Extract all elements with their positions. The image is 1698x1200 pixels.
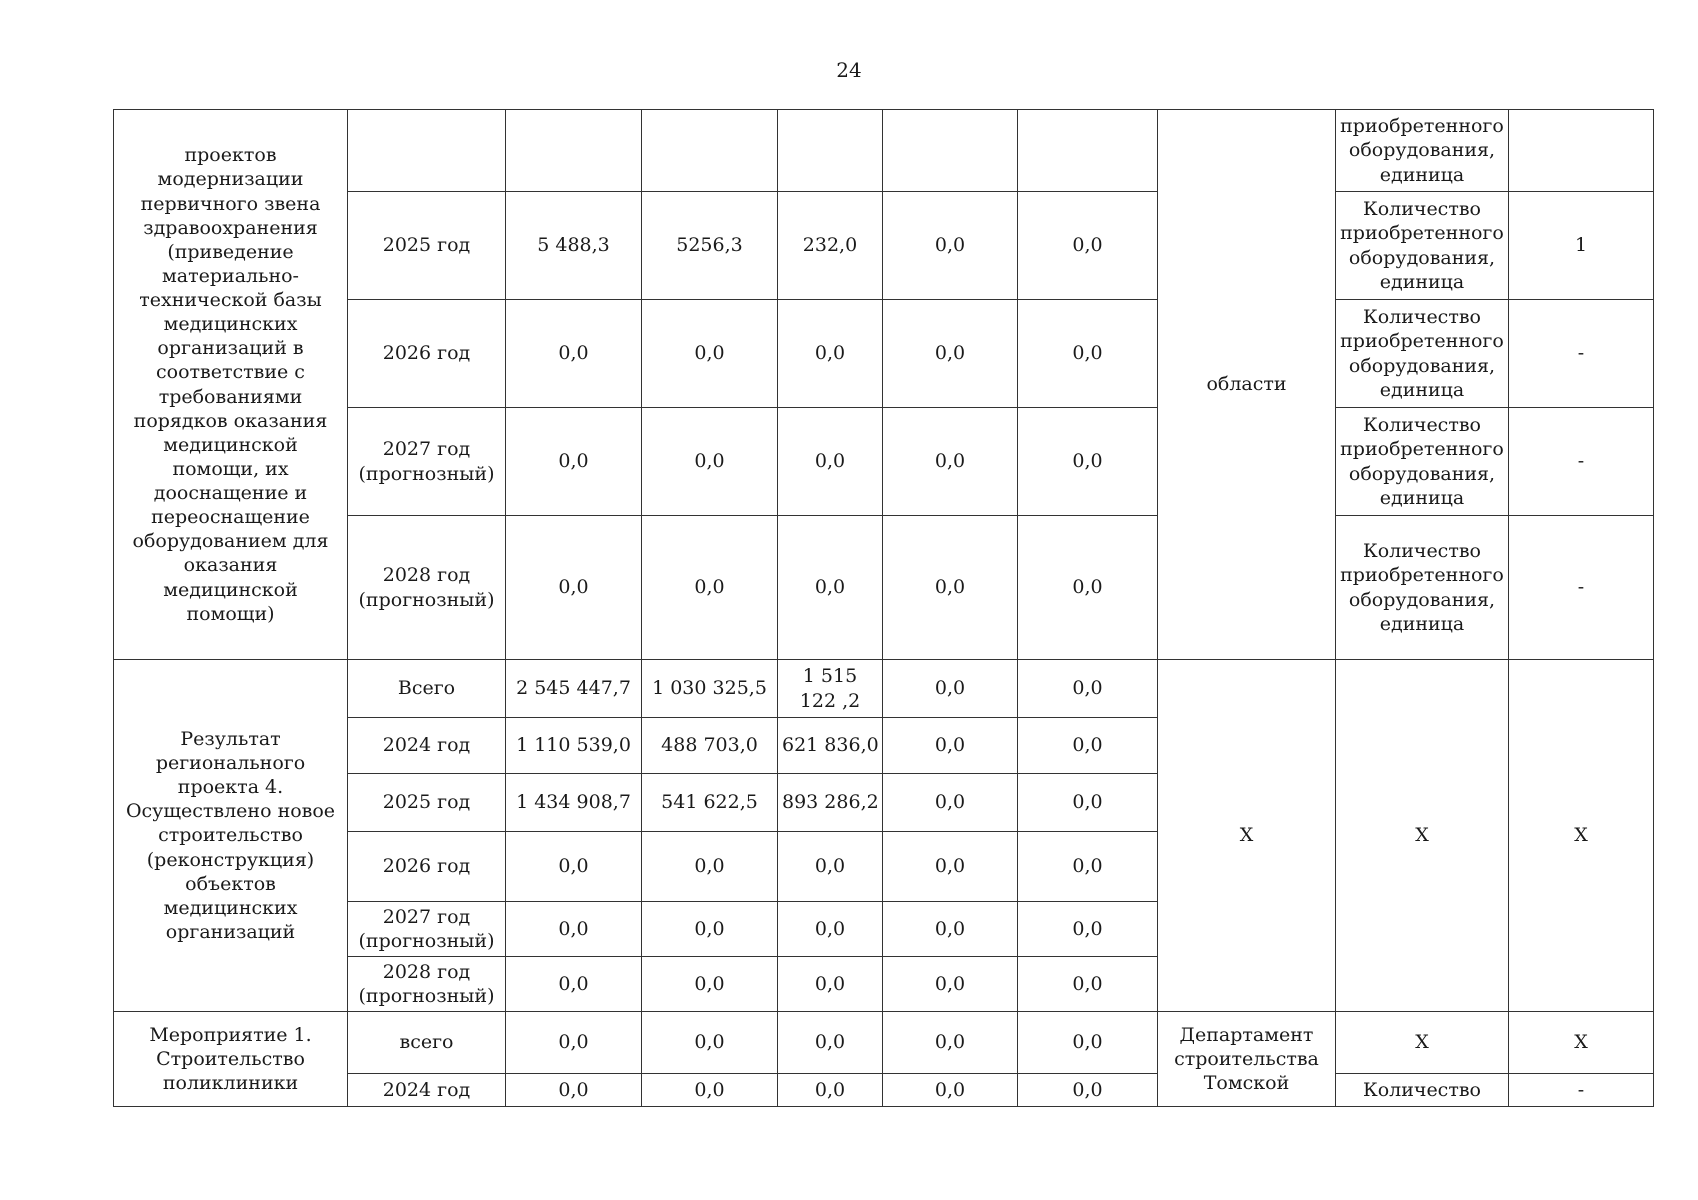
regional-cell: 621 836,0	[778, 718, 883, 774]
indicator-value-cell: -	[1509, 408, 1654, 516]
responsible-cell: области	[1158, 110, 1336, 660]
table-row	[114, 660, 1654, 718]
federal-cell: 0,0	[642, 902, 778, 957]
municipal-cell	[883, 110, 1018, 192]
other-cell: 0,0	[1018, 300, 1158, 408]
activity-name-cell: Мероприятие 1. Строительство поликлиники	[114, 1012, 348, 1107]
indicator-value-cell: Х	[1509, 1012, 1654, 1074]
federal-cell: 1 030 325,5	[642, 660, 778, 718]
indicator-value-cell	[1509, 110, 1654, 192]
indicator-value-cell: -	[1509, 300, 1654, 408]
responsible-cell: Департамент строительства Томской	[1158, 1012, 1336, 1107]
measure-name-cell: проектов модернизации первичного звена здравоохранения (приведение материально-технической базы медицинских организаций в соответствие с требованиями порядков оказания медицинской помощи, их дооснащение и переоснащение оборудованием для оказания медицинской помощи)	[114, 110, 348, 660]
regional-cell: 0,0	[778, 408, 883, 516]
responsible-cell: Х	[1158, 660, 1336, 1012]
other-cell: 0,0	[1018, 192, 1158, 300]
indicator-value-cell: 1	[1509, 192, 1654, 300]
total-cell: 0,0	[506, 408, 642, 516]
indicator-cell: приобретенного оборудования, единица	[1336, 110, 1509, 192]
other-cell	[1018, 110, 1158, 192]
total-cell: 0,0	[506, 957, 642, 1012]
total-cell: 1 110 539,0	[506, 718, 642, 774]
result-name-cell: Результат регионального проекта 4. Осуществлено новое строительство (реконструкция) объектов медицинских организаций	[114, 660, 348, 1012]
federal-cell: 5256,3	[642, 192, 778, 300]
total-cell: 0,0	[506, 300, 642, 408]
period-cell: 2027 год (прогнозный)	[348, 408, 506, 516]
period-cell: 2025 год	[348, 192, 506, 300]
regional-cell: 0,0	[778, 902, 883, 957]
federal-cell: 488 703,0	[642, 718, 778, 774]
total-cell: 0,0	[506, 832, 642, 902]
period-cell	[348, 110, 506, 192]
municipal-cell: 0,0	[883, 1074, 1018, 1107]
regional-cell: 0,0	[778, 1012, 883, 1074]
federal-cell: 0,0	[642, 1012, 778, 1074]
federal-cell: 0,0	[642, 516, 778, 660]
total-cell: 2 545 447,7	[506, 660, 642, 718]
municipal-cell: 0,0	[883, 408, 1018, 516]
period-cell: 2024 год	[348, 718, 506, 774]
total-cell: 5 488,3	[506, 192, 642, 300]
indicator-cell: Количество приобретенного оборудования, единица	[1336, 192, 1509, 300]
indicator-cell: Х	[1336, 1012, 1509, 1074]
table-row	[114, 110, 1654, 192]
other-cell: 0,0	[1018, 408, 1158, 516]
municipal-cell: 0,0	[883, 718, 1018, 774]
period-cell: 2025 год	[348, 774, 506, 832]
indicator-value-cell: Х	[1509, 660, 1654, 1012]
other-cell: 0,0	[1018, 774, 1158, 832]
regional-cell: 232,0	[778, 192, 883, 300]
municipal-cell: 0,0	[883, 300, 1018, 408]
period-cell: 2028 год (прогнозный)	[348, 516, 506, 660]
other-cell: 0,0	[1018, 516, 1158, 660]
page-number: 24	[836, 58, 862, 82]
other-cell: 0,0	[1018, 1012, 1158, 1074]
municipal-cell: 0,0	[883, 516, 1018, 660]
table-row	[114, 1012, 1654, 1074]
municipal-cell: 0,0	[883, 660, 1018, 718]
indicator-value-cell: -	[1509, 1074, 1654, 1107]
other-cell: 0,0	[1018, 902, 1158, 957]
regional-cell: 0,0	[778, 516, 883, 660]
federal-cell	[642, 110, 778, 192]
other-cell: 0,0	[1018, 660, 1158, 718]
total-cell: 1 434 908,7	[506, 774, 642, 832]
period-cell: 2027 год (прогнозный)	[348, 902, 506, 957]
regional-cell: 0,0	[778, 300, 883, 408]
period-cell: 2026 год	[348, 832, 506, 902]
municipal-cell: 0,0	[883, 774, 1018, 832]
total-cell	[506, 110, 642, 192]
other-cell: 0,0	[1018, 957, 1158, 1012]
municipal-cell: 0,0	[883, 1012, 1018, 1074]
indicator-cell: Х	[1336, 660, 1509, 1012]
municipal-cell: 0,0	[883, 192, 1018, 300]
federal-cell: 0,0	[642, 300, 778, 408]
regional-cell: 0,0	[778, 957, 883, 1012]
federal-cell: 0,0	[642, 408, 778, 516]
period-cell: 2024 год	[348, 1074, 506, 1107]
total-cell: 0,0	[506, 902, 642, 957]
federal-cell: 541 622,5	[642, 774, 778, 832]
regional-cell: 0,0	[778, 1074, 883, 1107]
federal-cell: 0,0	[642, 832, 778, 902]
other-cell: 0,0	[1018, 832, 1158, 902]
regional-cell: 0,0	[778, 832, 883, 902]
indicator-cell: Количество приобретенного оборудования, единица	[1336, 408, 1509, 516]
total-cell: 0,0	[506, 1074, 642, 1107]
total-cell: 0,0	[506, 1012, 642, 1074]
municipal-cell: 0,0	[883, 902, 1018, 957]
municipal-cell: 0,0	[883, 957, 1018, 1012]
other-cell: 0,0	[1018, 1074, 1158, 1107]
program-table	[113, 109, 1654, 1107]
period-cell: всего	[348, 1012, 506, 1074]
regional-cell	[778, 110, 883, 192]
indicator-cell: Количество	[1336, 1074, 1509, 1107]
municipal-cell: 0,0	[883, 832, 1018, 902]
period-cell: 2026 год	[348, 300, 506, 408]
regional-cell: 893 286,2	[778, 774, 883, 832]
period-cell: Всего	[348, 660, 506, 718]
federal-cell: 0,0	[642, 1074, 778, 1107]
period-cell: 2028 год (прогнозный)	[348, 957, 506, 1012]
total-cell: 0,0	[506, 516, 642, 660]
indicator-value-cell: -	[1509, 516, 1654, 660]
indicator-cell: Количество приобретенного оборудования, единица	[1336, 300, 1509, 408]
other-cell: 0,0	[1018, 718, 1158, 774]
federal-cell: 0,0	[642, 957, 778, 1012]
indicator-cell: Количество приобретенного оборудования, единица	[1336, 516, 1509, 660]
regional-cell: 1 515 122 ,2	[778, 660, 883, 718]
